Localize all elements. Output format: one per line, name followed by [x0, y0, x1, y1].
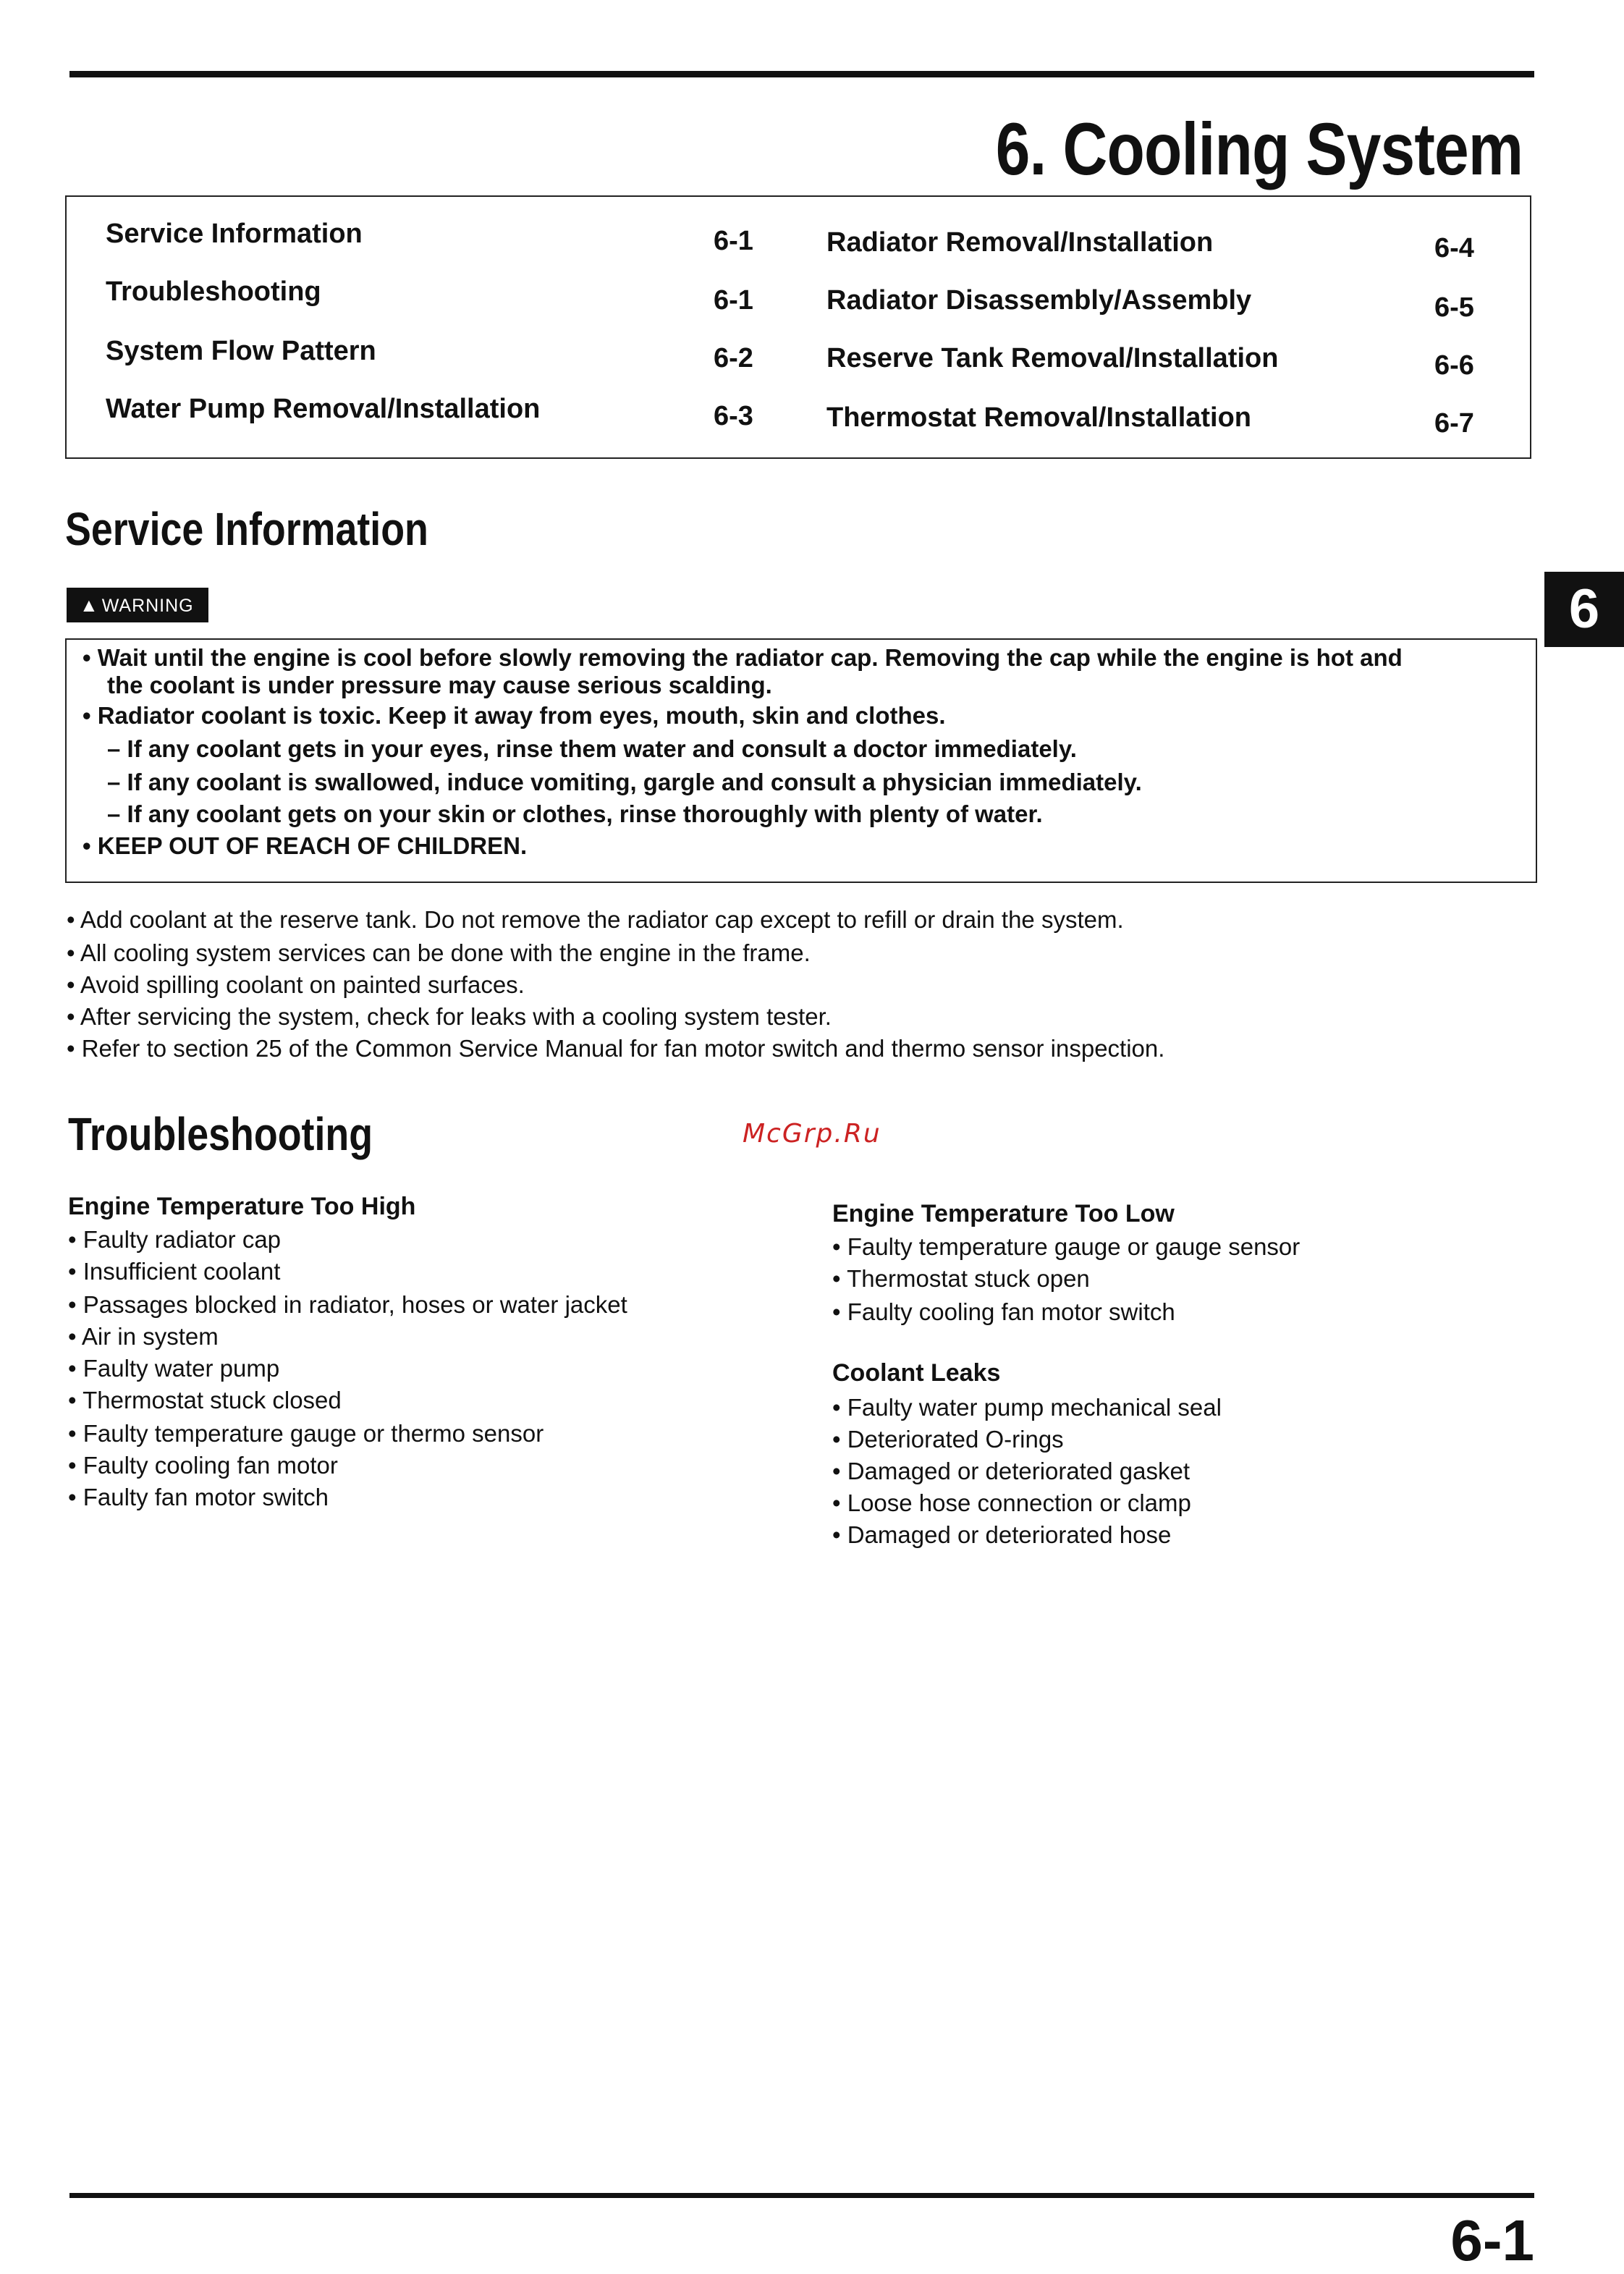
toc-item-water-pump[interactable]: Water Pump Removal/Installation: [106, 394, 541, 424]
bottom-rule: [69, 2193, 1534, 2198]
toc-item-troubleshooting[interactable]: Troubleshooting: [106, 276, 321, 307]
warning-line: • Radiator coolant is toxic. Keep it away from eyes, mouth, skin and clothes.: [83, 702, 946, 729]
toc-page: 6-5: [1434, 292, 1474, 323]
list-item: • Faulty water pump mechanical seal: [832, 1394, 1222, 1421]
toc-page: 6-2: [714, 343, 753, 373]
toc-page: 6-4: [1434, 233, 1474, 263]
toc-page: 6-7: [1434, 408, 1474, 439]
warning-line: – If any coolant gets on your skin or clothes, rinse thoroughly with plenty of water.: [107, 800, 1043, 827]
list-item: • Damaged or deteriorated gasket: [832, 1458, 1190, 1484]
note-line: • Add coolant at the reserve tank. Do not remove the radiator cap except to refill or drain the system.: [67, 906, 1124, 933]
toc-page: 6-3: [714, 401, 753, 431]
list-item: • Faulty cooling fan motor: [68, 1452, 338, 1479]
warning-tag: [67, 588, 208, 622]
warning-triangle-icon: ▲: [80, 594, 99, 616]
chapter-tab: 6: [1544, 572, 1624, 647]
list-item: • Passages blocked in radiator, hoses or water jacket: [68, 1291, 627, 1318]
toc-item-service-information[interactable]: Service Information: [106, 219, 363, 249]
temp-high-heading: Engine Temperature Too High: [68, 1193, 416, 1220]
toc-item-radiator-removal[interactable]: Radiator Removal/Installation: [826, 227, 1214, 258]
toc-page: 6-1: [714, 285, 753, 316]
temp-low-heading: Engine Temperature Too Low: [832, 1200, 1175, 1227]
top-rule: [69, 71, 1534, 77]
coolant-leaks-heading: Coolant Leaks: [832, 1359, 1001, 1387]
toc-item-reserve-tank[interactable]: Reserve Tank Removal/Installation: [826, 343, 1279, 373]
note-line: • All cooling system services can be done with the engine in the frame.: [67, 939, 811, 966]
toc-page: 6-6: [1434, 350, 1474, 381]
list-item: • Loose hose connection or clamp: [832, 1489, 1191, 1516]
warning-line: – If any coolant is swallowed, induce vomiting, gargle and consult a physician immediately.: [107, 769, 1142, 795]
note-line: • After servicing the system, check for leaks with a cooling system tester.: [67, 1003, 832, 1030]
warning-line: • Wait until the engine is cool before slowly removing the radiator cap. Removing the cap while the engine is hot and: [83, 644, 1403, 671]
list-item: • Faulty water pump: [68, 1355, 280, 1382]
list-item: • Faulty fan motor switch: [68, 1484, 329, 1510]
list-item: • Insufficient coolant: [68, 1258, 281, 1285]
warning-line: the coolant is under pressure may cause serious scalding.: [107, 672, 772, 698]
toc-page: 6-1: [714, 226, 753, 256]
list-item: • Thermostat stuck open: [832, 1265, 1090, 1292]
list-item: • Deteriorated O-rings: [832, 1426, 1064, 1453]
toc-item-thermostat[interactable]: Thermostat Removal/Installation: [826, 402, 1252, 433]
list-item: • Thermostat stuck closed: [68, 1387, 342, 1413]
list-item: • Damaged or deteriorated hose: [832, 1521, 1172, 1548]
list-item: • Faulty radiator cap: [68, 1226, 282, 1253]
list-item: • Faulty temperature gauge or thermo sensor: [68, 1420, 544, 1447]
toc-item-system-flow-pattern[interactable]: System Flow Pattern: [106, 336, 376, 366]
warning-line: – If any coolant gets in your eyes, rinse them water and consult a doctor immediately.: [107, 735, 1077, 762]
toc-item-radiator-disassembly[interactable]: Radiator Disassembly/Assembly: [826, 285, 1252, 316]
warning-line: • KEEP OUT OF REACH OF CHILDREN.: [83, 832, 528, 859]
list-item: • Faulty cooling fan motor switch: [832, 1298, 1175, 1325]
page-number: 6-1: [1450, 2208, 1534, 2273]
watermark: McGrp.Ru: [743, 1119, 881, 1149]
troubleshooting-title: Troubleshooting: [68, 1108, 373, 1160]
list-item: • Faulty temperature gauge or gauge sensor: [832, 1233, 1301, 1260]
note-line: • Refer to section 25 of the Common Service Manual for fan motor switch and thermo sensor inspection.: [67, 1035, 1165, 1062]
service-information-title: Service Information: [65, 503, 428, 555]
note-line: • Avoid spilling coolant on painted surfaces.: [67, 971, 525, 998]
chapter-title: 6. Cooling System: [995, 108, 1523, 190]
warning-label: WARNING: [101, 596, 194, 616]
list-item: • Air in system: [68, 1323, 219, 1350]
